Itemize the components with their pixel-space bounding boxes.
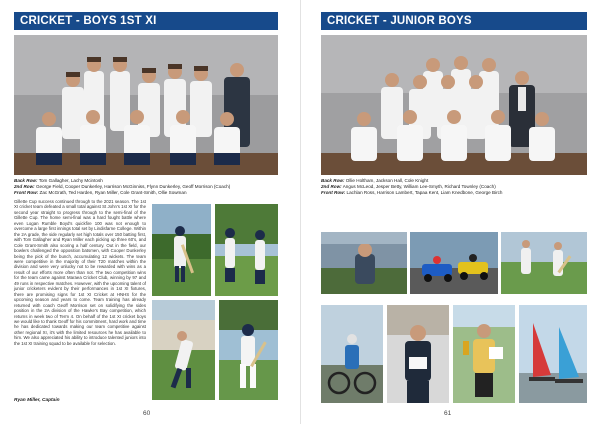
- right-caption: [321, 178, 587, 197]
- front-row-names: Zac McGrath, Ted Harden, Ryan Miller, Cole Grant-Smith, Ollie Sowman: [39, 190, 187, 196]
- second-row-label: 2nd Row:: [14, 184, 35, 190]
- front-row-label: Front Row:: [14, 190, 39, 196]
- jr-back-row-names: Ollie Holtham, Jackson Hall, Cole Knight: [345, 178, 429, 183]
- action-photo-batter-pads: [219, 300, 278, 400]
- right-page-title: CRICKET - JUNIOR BOYS: [327, 15, 472, 27]
- team-photo-junior-boys: [321, 35, 587, 175]
- activity-photo-portrait: [321, 232, 407, 294]
- back-row-label: Back Row:: [14, 178, 38, 183]
- season-report: Gillette Cup success continued through to the 2021 season. The 1st XI cricket team defeated a small total against St John's 1st XI for the second year straight to progress through to the semi-final of the Gillette Cup. The home semi-final was a hard fought battle where even Logan Rumble Boyd's quickfire 100 was not enough to overcome a large first innings total set by Lindisfarne College. Within the 2A grade, the side regularly set high totals over 150 batting first, with Tom Gallagher and Ryan Miller each picking up three 60's, and Cole Grant-Smith also scoring a half century. Out in the field, our bowlers challenged the opposition batsmen, with Cooper Dunkerley being the pick of the bunch, accumulating 12 wickets. The team were competitive in the majority of their T20 matches within the division and were very unlucky not to be rewarded with wins as a result of our efforts more often than not. The two competition wins for the team came against Maraea Cricket Club, winning by 97 and 49 runs in respective matches. However, with the upcoming talent of junior cricketers evident by their performances in 1st XI fixtures, there are promising signs for 1st XI Cricket at HNHS for the upcoming season and years to come. Team training has already returned with coach Geoff Morrison set on solidifying the sides position in the 2A division of the Hawke's Bay competition, which returns in week two of Term 4. On behalf of the 1st XI cricket boys we would like to thank Geoff for his commitment, hard work and time he has dedicated towards making our team competitive against other regional XI, it's with the limited resources he has available to him. We also appreciated his ability to introduce talented juniors into the 1st XI training squad to be available for selection.: [14, 199, 146, 346]
- action-photo-batters: [215, 204, 278, 296]
- jr-second-row-label: 2nd Row:: [321, 184, 342, 190]
- back-row-names: Tom Gallagher, Lachy Mcintosh: [38, 178, 103, 183]
- left-page-number: 60: [143, 410, 151, 417]
- right-page: [300, 0, 600, 424]
- right-page-number: 61: [444, 410, 452, 417]
- right-title-banner: [321, 12, 587, 30]
- second-row-names: George Field, Cooper Dunkerley, Harrison McGinniss, Flynn Dunkerley, Geoff Morrison (Coach): [35, 184, 231, 190]
- captain-signature: Ryan Miller, Captain: [14, 398, 60, 403]
- team-photo-1st-xi: [14, 35, 278, 175]
- activity-photo-landyacht: [519, 305, 587, 403]
- jr-front-row-names: Lachlan Ross, Harrison Lambert, Tapaa Kent, Liam Knedbone, George Birch: [346, 190, 503, 196]
- activity-photo-cyclist: [321, 305, 383, 403]
- jr-front-row-label: Front Row:: [321, 190, 346, 196]
- left-title-banner: [14, 12, 278, 30]
- activity-photo-sport: [501, 232, 587, 294]
- left-caption: [14, 178, 278, 197]
- jr-second-row-names: Angus McLeod, Jesper Betty, William Lee-Smyth, Richard Townley (Coach): [342, 184, 496, 190]
- jr-back-row-label: Back Row:: [321, 178, 345, 183]
- left-page-title: CRICKET - BOYS 1ST XI: [20, 15, 157, 27]
- action-photo-fielder: [152, 300, 215, 400]
- activity-photo-certificate: [387, 305, 449, 403]
- activity-photo-trophy: [453, 305, 515, 403]
- action-photo-batter-nets: [152, 204, 211, 296]
- activity-photo-karting: [410, 232, 498, 294]
